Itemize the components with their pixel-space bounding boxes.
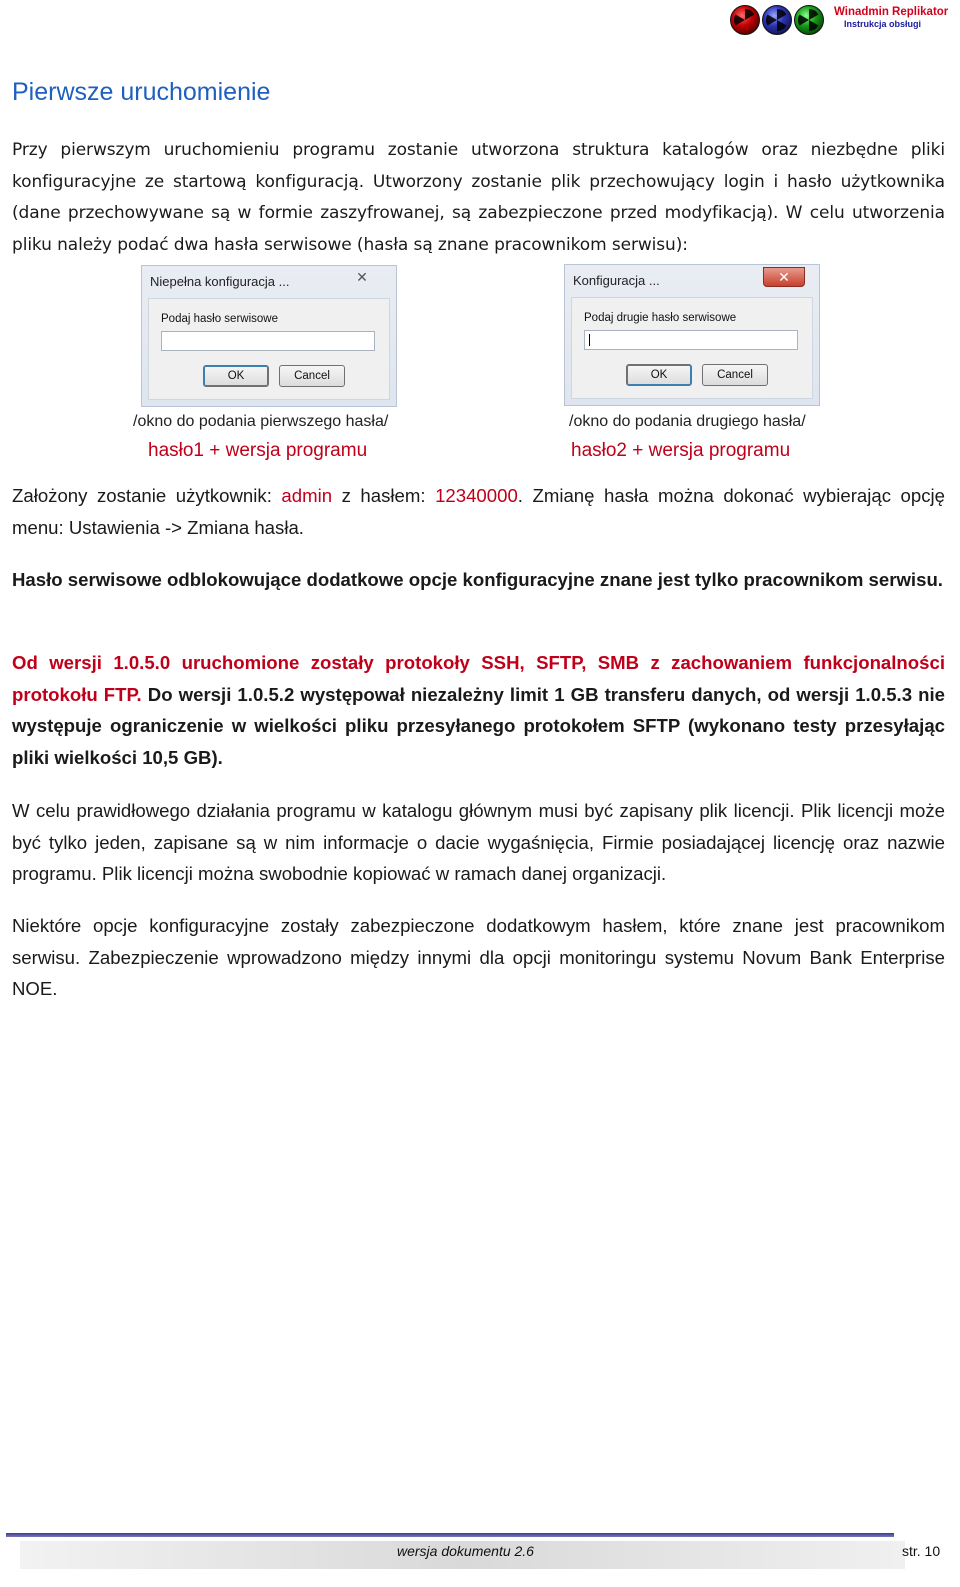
second-password-dialog	[564, 264, 820, 406]
admin-text-3: . Zmianę hasła można dokonać wybierając opcję menu: Ustawienia -> Zmiana hasła.	[12, 485, 945, 538]
password-label: Podaj hasło serwisowe	[161, 313, 278, 325]
logo-title: Winadmin Replikator	[834, 6, 949, 18]
dialog-title: Niepełna konfiguracja ...	[150, 274, 290, 289]
blue-orb-icon	[762, 5, 792, 35]
dialog2-note: hasło2 + wersja programu	[571, 440, 791, 461]
document-version: wersja dokumentu 2.6	[397, 1543, 534, 1559]
ok-button[interactable]: OK	[626, 364, 692, 386]
red-orb-icon	[730, 5, 760, 35]
admin-paragraph	[12, 480, 945, 543]
footer-divider	[6, 1533, 894, 1537]
page-number: str. 10	[902, 1543, 941, 1559]
first-password-dialog	[141, 265, 397, 407]
green-orb-icon	[794, 5, 824, 35]
cancel-button[interactable]: Cancel	[279, 365, 345, 387]
dialog-body	[571, 297, 813, 399]
password-input[interactable]	[584, 330, 798, 350]
version-paragraph	[12, 647, 945, 773]
password-input[interactable]	[161, 331, 375, 351]
close-icon[interactable]: ✕	[356, 269, 368, 285]
dialog1-caption: /okno do podania pierwszego hasła/	[133, 413, 389, 430]
intro-paragraph: Przy pierwszym uruchomieniu programu zostanie utworzona struktura katalogów oraz niezbędne pliki konfiguracyjne ze startową konfiguracją. Utworzony zostanie plik przechowujący login i hasło użytkownika (dane przechowywane są w formie zaszyfrowanej, są zabezpieczone przed modyfikacją). W celu utworzenia pliku należy podać dwa hasła serwisowe (hasła są znane pracownikom serwisu):	[12, 140, 945, 255]
logo-subtitle: Instrukcja obsługi	[844, 19, 922, 29]
admin-text-2: z hasłem:	[332, 485, 436, 506]
cancel-button[interactable]: Cancel	[702, 364, 768, 386]
logo-text	[834, 6, 956, 30]
admin-text-1: Założony zostanie użytkownik:	[12, 485, 282, 506]
options-paragraph: Niektóre opcje konfiguracyjne zostały zabezpieczone dodatkowym hasłem, które znane jest pracownikom serwisu. Zabezpieczenie wprowadzono między innymi dla opcji monitoringu systemu Novum Bank Enterprise NOE.	[12, 915, 945, 999]
dialog2-caption: /okno do podania drugiego hasła/	[569, 413, 806, 430]
service-password-paragraph: Hasło serwisowe odblokowujące dodatkowe opcje konfiguracyjne znane jest tylko pracownikom serwisu.	[12, 569, 943, 590]
dialog-body	[148, 298, 390, 400]
dialog1-note: hasło1 + wersja programu	[148, 440, 368, 461]
text-caret	[589, 334, 590, 346]
version-highlight: Od wersji 1.0.5.0 uruchomione zostały protokoły SSH, SFTP, SMB z zachowaniem funkcjonalności protokołu FTP.	[12, 652, 945, 705]
ok-button[interactable]: OK	[203, 365, 269, 387]
admin-password: 12340000	[435, 485, 518, 506]
version-text: Do wersji 1.0.5.2 występował niezależny limit 1 GB transferu danych, od wersji 1.0.5.3 nie występuje ograniczenie w wielkości pliku przesyłanego protokołem SFTP (wykonano testy przesyłając pliki wielkości 10,5 GB).	[12, 683, 945, 768]
dialog-title: Konfiguracja ...	[573, 273, 660, 288]
admin-username: admin	[281, 485, 333, 506]
section-title: Pierwsze uruchomienie	[12, 78, 271, 106]
password-label: Podaj drugie hasło serwisowe	[584, 312, 737, 324]
license-paragraph: W celu prawidłowego działania programu w katalogu głównym musi być zapisany plik licencji. Plik licencji może być tylko jeden, zapisane są w nim informacje o dacie wygaśnięcia, Firmie posiadającej licencję oraz nazwie programu. Plik licencji można swobodnie kopiować w ramach danej organizacji.	[12, 800, 945, 884]
close-icon[interactable]: ✕	[763, 267, 805, 287]
header-logo	[730, 4, 955, 38]
